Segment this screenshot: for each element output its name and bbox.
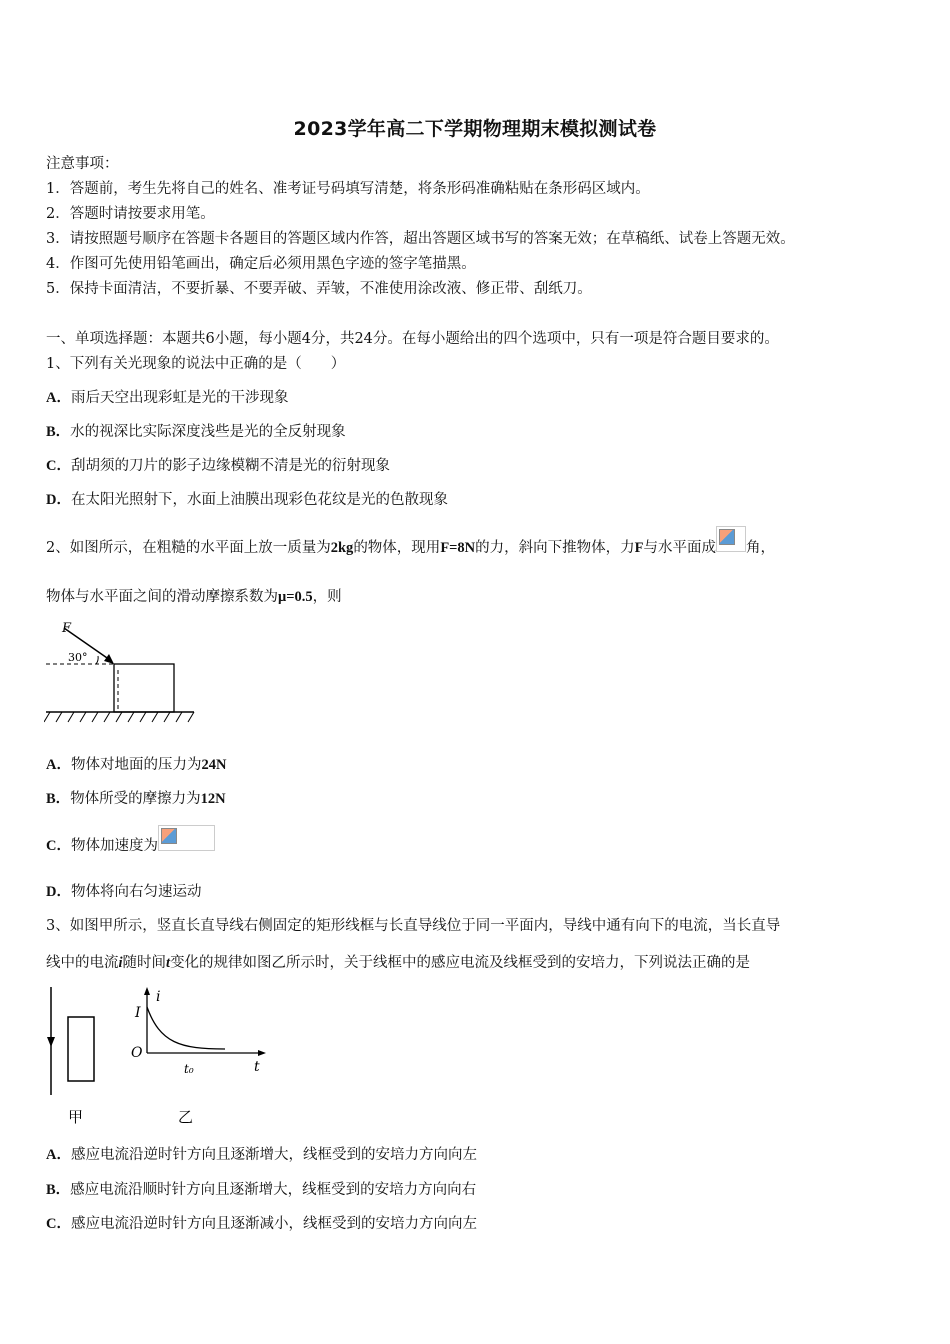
ground-hatch [44, 712, 194, 722]
q3-i-symbol: i [118, 955, 123, 971]
option-text: 感应电流沿逆时针方向且逐渐增大，线框受到的安培力方向向左 [70, 1147, 477, 1163]
t-axis-arrow [258, 1050, 266, 1056]
q2-force: F=8N [440, 540, 476, 556]
angle-label: 30° [68, 651, 88, 664]
option-text: 物体加速度为 [70, 838, 158, 854]
option-label: B． [46, 424, 71, 440]
notice-heading: 注意事项： [46, 156, 119, 172]
q3-text: 变化的规律如图乙所示时，关于线框中的感应电流及线框受到的安培力，下列说法正确的是 [170, 955, 751, 971]
q2-text: 角， [746, 540, 776, 556]
axis-I-label: I [135, 1005, 141, 1021]
q3-text: 线中的电流 [46, 955, 119, 971]
q2-f-symbol: F [634, 540, 644, 556]
label-yi: 乙 [178, 1108, 194, 1126]
option-value: 24N [201, 757, 227, 773]
q2-text: 物体与水平面之间的滑动摩擦系数为 [46, 589, 278, 605]
q2-figure [44, 618, 199, 728]
q2-text: ，则 [312, 589, 342, 605]
q2-text: 的力，斜向下推物体，力 [475, 540, 635, 556]
q1-option-a [46, 386, 288, 407]
q1-option-b [46, 420, 346, 441]
q3-t-symbol: t [166, 955, 171, 971]
q3-option-c [46, 1212, 477, 1233]
force-label: F [62, 621, 72, 636]
option-label: C． [46, 458, 71, 474]
q2-stem-line1 [46, 535, 775, 561]
option-text: 物体将向右匀速运动 [70, 884, 202, 900]
option-label: D． [46, 884, 71, 900]
current-curve [147, 1007, 225, 1049]
current-arrow [47, 1037, 55, 1047]
q1-stem: 1、下列有关光现象的说法中正确的是（ ） [46, 356, 346, 372]
q2-mass: 2kg [330, 540, 354, 556]
q3-stem-line1: 3、如图甲所示，竖直长直导线右侧固定的矩形线框与长直导线位于同一平面内，导线中通有向下的电流，当长直导 [46, 918, 781, 934]
i-axis-arrow [144, 987, 150, 995]
option-text: 刮胡须的刀片的影子边缘模糊不清是光的衍射现象 [70, 458, 390, 474]
q2-text: 与水平面成 [643, 540, 717, 556]
page-title: 2023学年高二下学期物理期末模拟测试卷 [293, 118, 657, 140]
option-label: C． [46, 838, 71, 854]
option-label: A． [46, 390, 71, 406]
q3-option-b [46, 1178, 476, 1199]
option-text: 感应电流沿顺时针方向且逐渐增大，线框受到的安培力方向向右 [70, 1182, 477, 1198]
origin-label: O [131, 1045, 143, 1061]
option-label: A． [46, 1147, 71, 1163]
option-text: 感应电流沿逆时针方向且逐渐减小，线框受到的安培力方向向左 [70, 1216, 477, 1232]
q2-text: 2、如图所示，在粗糙的水平面上放一质量为 [46, 540, 331, 556]
axis-t-label: t [254, 1059, 260, 1075]
q2-option-c [46, 833, 215, 859]
section-heading: 一、单项选择题：本题共6小题，每小题4分，共24分。在每小题给出的四个选项中，只有一项是符合题目要求的。 [46, 331, 779, 347]
q2-stem-line2 [46, 585, 342, 606]
option-text: 水的视深比实际深度浅些是光的全反射现象 [70, 424, 346, 440]
angle-arc [96, 656, 98, 664]
broken-image-icon [716, 526, 746, 552]
option-label: A． [46, 757, 71, 773]
q3-stem-line2 [46, 951, 750, 972]
q3-text: 随时间 [122, 955, 167, 971]
option-label: B． [46, 791, 71, 807]
option-text: 物体所受的摩擦力为 [70, 791, 201, 807]
q3-option-a [46, 1143, 477, 1164]
notice-item-1: 1．答题前，考生先将自己的姓名、准考证号码填写清楚，将条形码准确粘贴在条形码区域内。 [46, 181, 650, 197]
option-value: 12N [200, 791, 226, 807]
option-text: 在太阳光照射下，水面上油膜出现彩色花纹是光的色散现象 [70, 492, 448, 508]
broken-image-icon [158, 825, 215, 851]
notice-item-5: 5．保持卡面清洁，不要折暴、不要弄破、弄皱，不准使用涂改液、修正带、刮纸刀。 [46, 281, 592, 297]
q2-option-b [46, 787, 226, 808]
axis-i-label: i [156, 989, 161, 1005]
rectangular-loop [68, 1017, 94, 1081]
q1-option-d [46, 488, 448, 509]
option-label: B． [46, 1182, 71, 1198]
q3-figure [40, 985, 280, 1135]
notice-item-3: 3．请按照题号顺序在答题卡各题目的答题区域内作答，超出答题区域书写的答案无效；在草稿纸、试卷上答题无效。 [46, 231, 795, 247]
notice-item-4: 4．作图可先使用铅笔画出，确定后必须用黑色字迹的签字笔描黑。 [46, 256, 476, 272]
t0-label: t₀ [184, 1062, 194, 1076]
option-text: 雨后天空出现彩虹是光的干涉现象 [70, 390, 289, 406]
q2-option-d [46, 880, 201, 901]
q2-mu: μ=0.5 [278, 589, 313, 605]
option-label: D． [46, 492, 71, 508]
q2-text: 的物体，现用 [353, 540, 441, 556]
label-jia: 甲 [68, 1108, 84, 1126]
force-arrow-head [104, 654, 114, 664]
q2-option-a [46, 753, 226, 774]
notice-item-2: 2．答题时请按要求用笔。 [46, 206, 215, 222]
q1-option-c [46, 454, 390, 475]
option-text: 物体对地面的压力为 [70, 757, 202, 773]
option-label: C． [46, 1216, 71, 1232]
block [114, 664, 174, 712]
